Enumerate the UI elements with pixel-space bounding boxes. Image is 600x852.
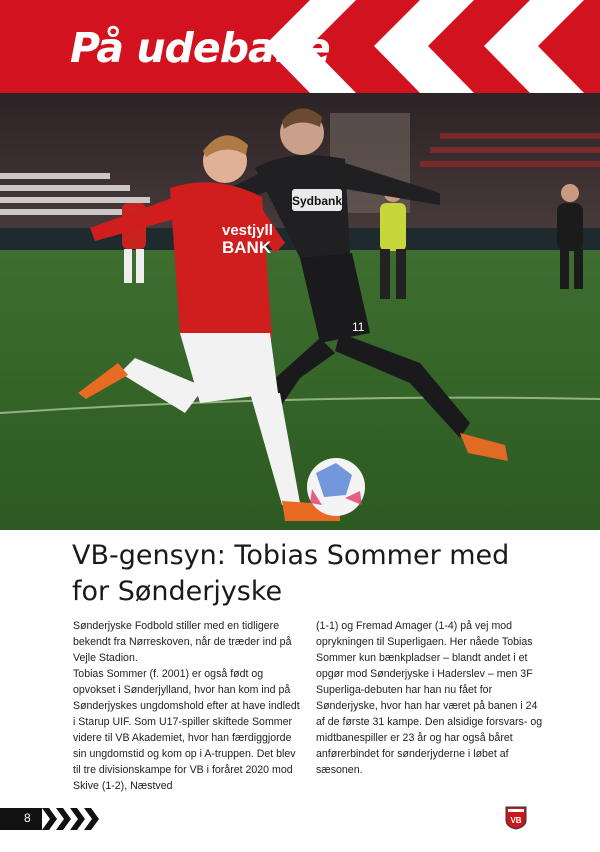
page-number: 8 bbox=[24, 811, 31, 825]
photo-shirt-sponsor: vestjyll bbox=[222, 222, 273, 239]
article-column-left bbox=[73, 618, 305, 794]
section-title: På udebane bbox=[70, 24, 330, 72]
article-column-right bbox=[316, 618, 548, 778]
article-paragraph: Tobias Sommer (f. 2001) er også født og opvokset i Sønderjylland, hvor han kom ind på Sønderjyskes ungdomshold efter at have indledt i Starup UIF. Som U17-spiller skiftede Sommer videre til VB Akademiet, hvor han færdiggjorde sin ungdomstid og kom op i A-truppen. Det blev til tre divisionskampe for VB i foråret 2020 mod Skive (1-2), Næstved bbox=[73, 668, 300, 792]
photo-player-number: 11 bbox=[352, 320, 365, 334]
article-paragraph: Sønderjyske Fodbold stiller med en tidligere bekendt fra Nørreskoven, når de træder ind på Vejle Stadion. bbox=[73, 620, 292, 664]
page-number-bar bbox=[0, 808, 42, 830]
article-paragraph: (1-1) og Fremad Amager (1-4) på vej mod oprykningen til Superligaen. Her nåede Tobias Sommer kun bænkpladser – blandt andet i et opgør mod Sønderjyske i Haderslev – men 3F Superliga-debuten har han nu fået for Sønderjyske, hvor han har været på banen i 24 af de første 31 kampe. Den alsidige forsvars- og midtbanespiller er 23 år og har også båret anførerbindet for sønderjyderne i løbet af sæsonen. bbox=[316, 620, 543, 776]
footer-chevrons-icon bbox=[40, 808, 100, 830]
section-header bbox=[0, 0, 600, 93]
crest-text: VB bbox=[510, 816, 522, 825]
match-photo bbox=[0, 93, 600, 530]
article-headline: VB-gensyn: Tobias Sommer med for Sønderjyske bbox=[72, 540, 510, 607]
vejle-boldklub-crest-icon bbox=[505, 806, 527, 830]
photo-sponsor-text: Sydbank bbox=[291, 194, 343, 208]
football-match-photo-icon bbox=[0, 93, 600, 530]
photo-shirt-sponsor-bank: BANK bbox=[222, 238, 272, 257]
